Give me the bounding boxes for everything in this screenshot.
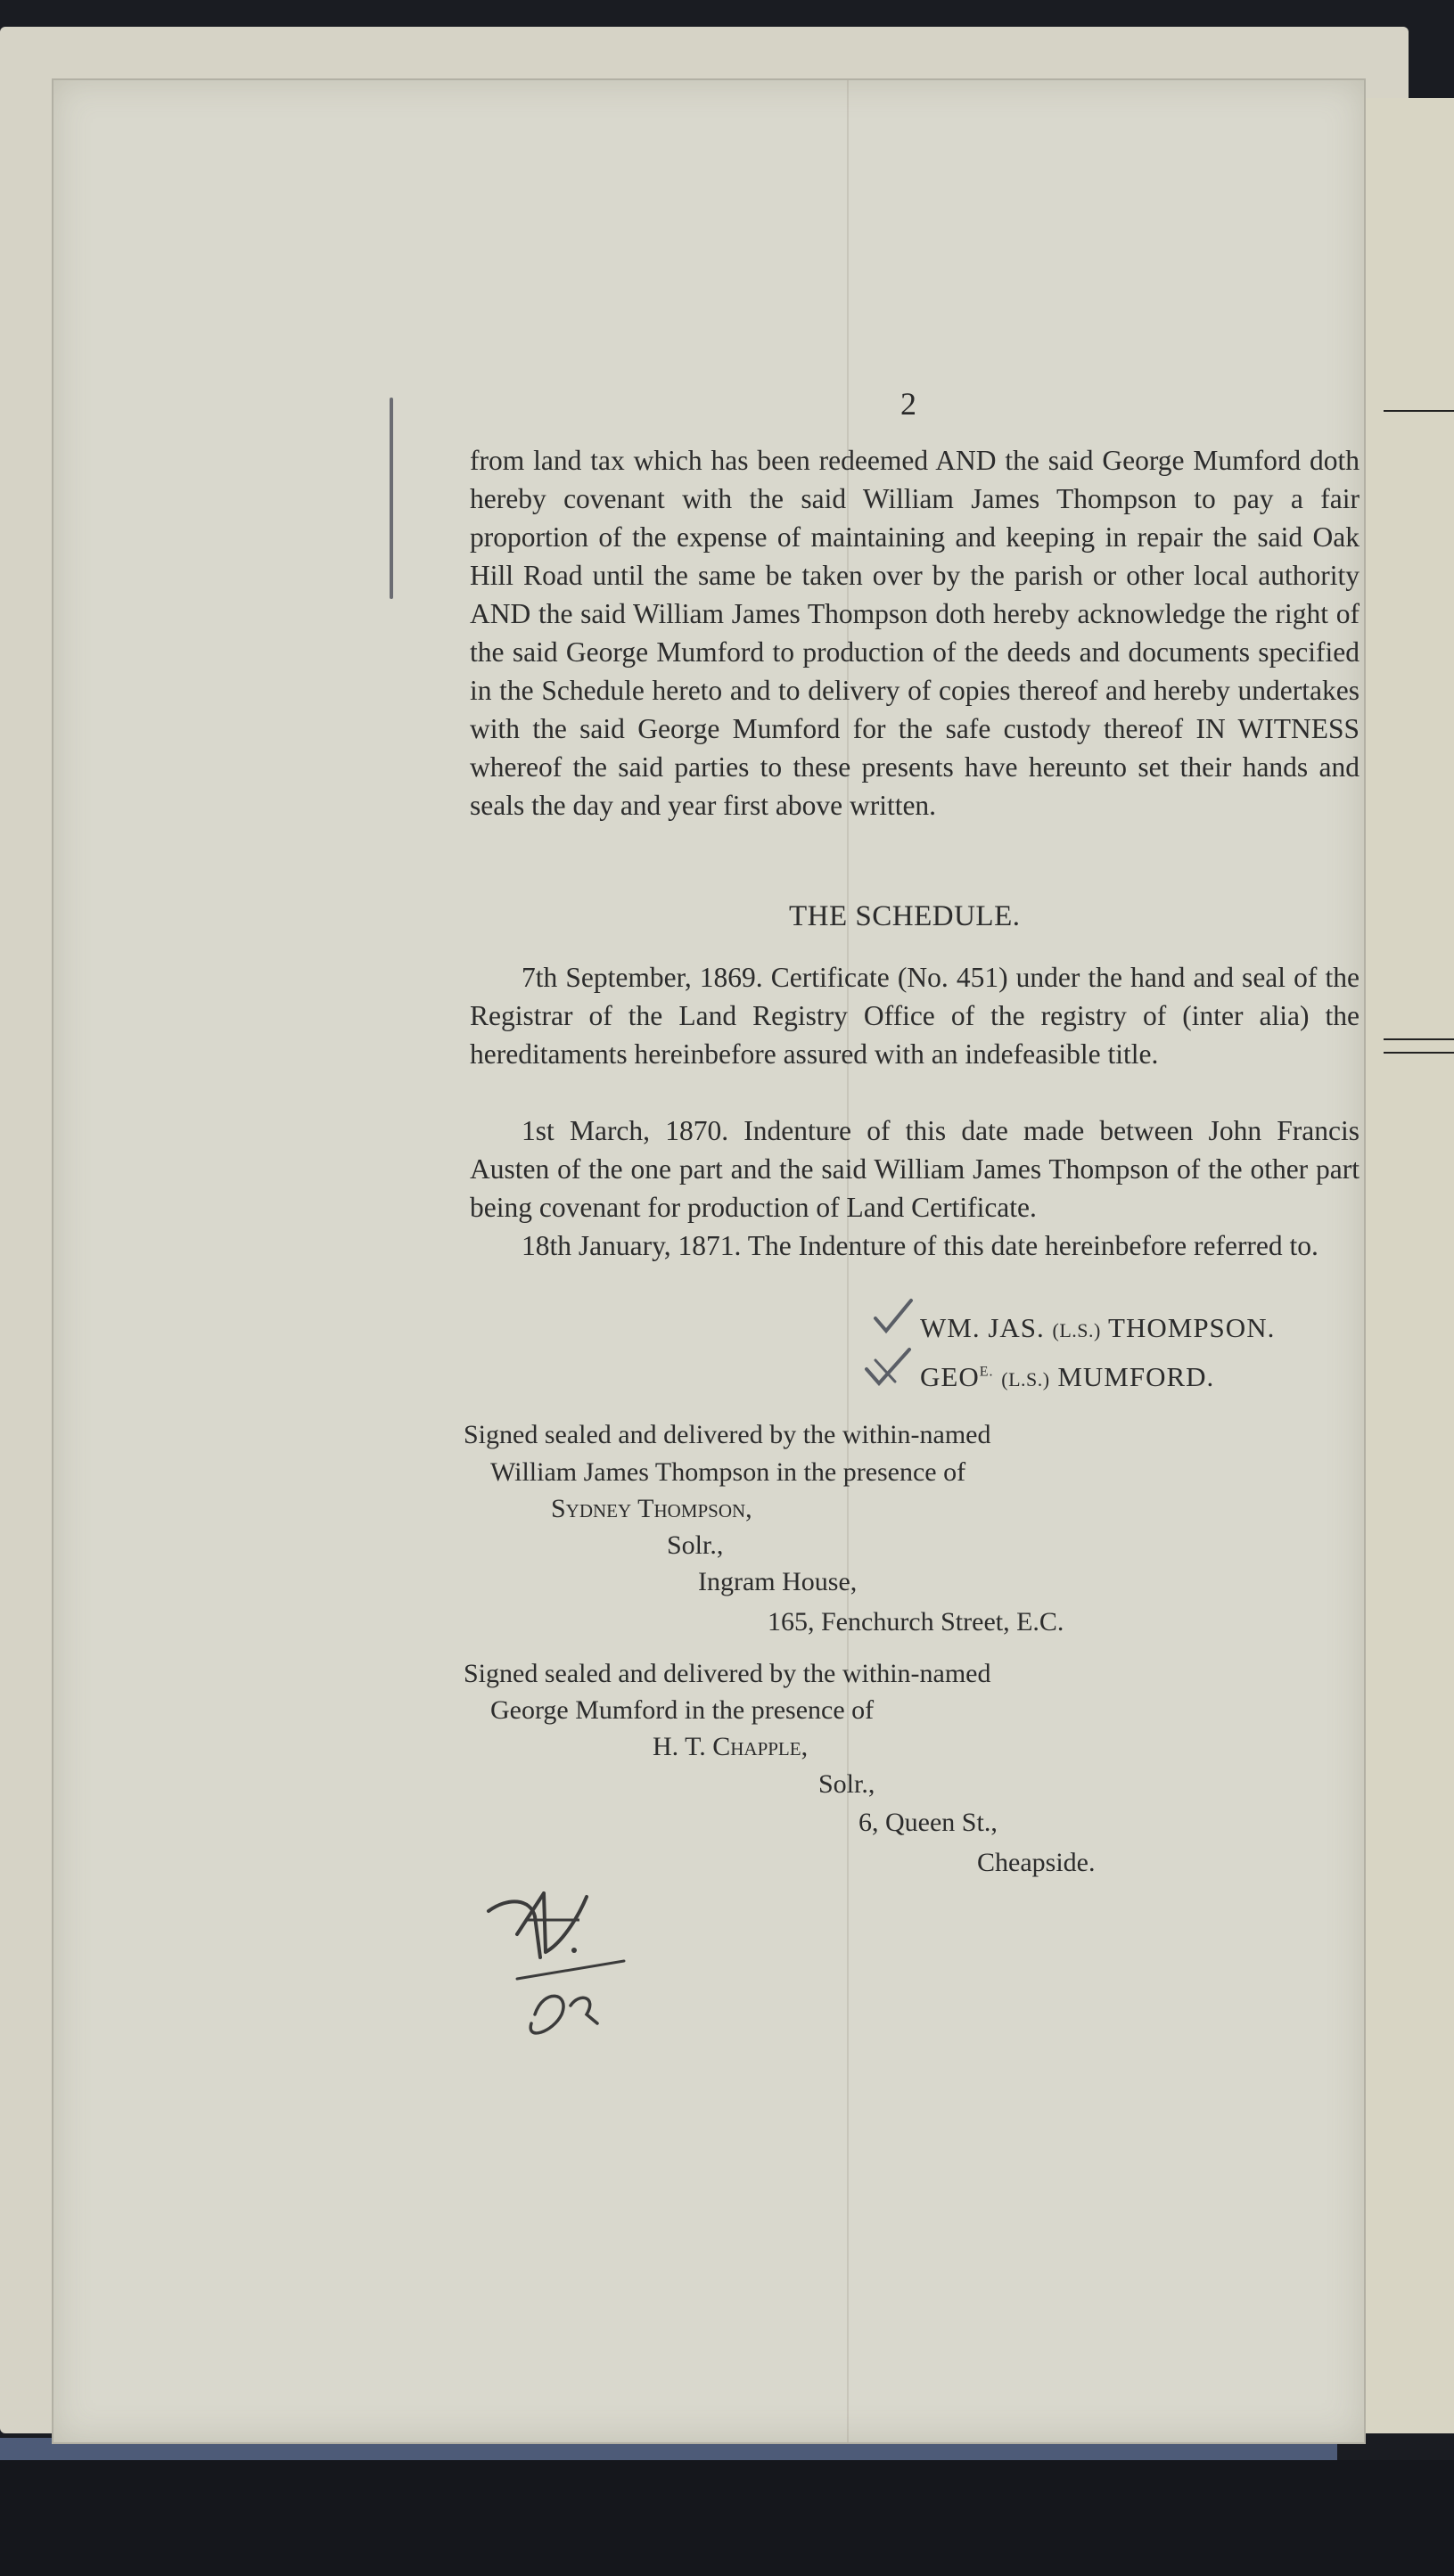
signatory-name: WM. JAS. [920, 1312, 1045, 1343]
adjacent-page-rule [1384, 1052, 1454, 1054]
page-number: 2 [900, 386, 916, 422]
witness-address: 165, Fenchurch Street, E.C. [768, 1607, 1064, 1637]
check-mark-icon [863, 1346, 915, 1389]
witness-title: Solr., [818, 1769, 875, 1799]
seal-mark: (L.S.) [1052, 1319, 1101, 1341]
signatory-surname: MUMFORD. [1057, 1361, 1215, 1392]
body-paragraph: from land tax which has been redeemed AND the said George Mumford doth hereby covenant with the said William James Thompson to pay a fair proportion of the expense of maintaining and keeping in repair the said Oak Hill Road until the same be taken over by the parish or other local authority AND the said William James Thompson doth hereby acknowledge the right of the said George Mumford to production of the deeds and documents specified in the Schedule hereto and to delivery of copies thereof and hereby undertakes with the said George Mumford for the safe custody thereof IN WITNESS whereof the said parties to these presents have hereunto set their hands and seals the day and year first above written. [470, 445, 1360, 821]
handwritten-initials [481, 1881, 642, 2059]
background-surface [0, 2460, 1454, 2576]
schedule-entry: 18th January, 1871. The Indenture of this date hereinbefore referred to. [522, 1230, 1318, 1261]
witness-address: 6, Queen St., [858, 1808, 998, 1837]
signature-thompson [920, 1312, 1275, 1344]
witness-clause: George Mumford in the presence of [490, 1695, 875, 1725]
check-mark-icon [872, 1297, 916, 1338]
signatory-name-superscript: E. [979, 1364, 994, 1380]
adjacent-page-rule [1384, 410, 1454, 412]
adjacent-page-edge [1364, 98, 1454, 2433]
schedule-title: THE SCHEDULE. [789, 900, 1021, 932]
seal-mark: (L.S.) [1001, 1368, 1050, 1391]
schedule-entry: 7th September, 1869. Certificate (No. 451) under the hand and seal of the Registrar of the Land Registry Office of the registry of (inter alia) the hereditaments hereinbefore assured with an indefeasible title. [470, 962, 1360, 1070]
signatory-surname: THOMPSON. [1108, 1312, 1276, 1343]
margin-mark [390, 398, 393, 599]
schedule-entry: 1st March, 1870. Indenture of this date made between John Francis Austen of the one part and the said William James Thompson of the other part being covenant for production of Land Certificate. [470, 1115, 1360, 1223]
witness-address: Cheapside. [977, 1848, 1096, 1877]
signatory-name: GEO [920, 1361, 980, 1392]
signature-mumford [920, 1361, 1214, 1393]
witness-address: Ingram House, [698, 1567, 858, 1596]
witness-clause: Signed sealed and delivered by the within-named [464, 1659, 991, 1688]
adjacent-page-rule [1384, 1038, 1454, 1040]
witness-clause: Signed sealed and delivered by the within-named [464, 1420, 991, 1449]
witness-clause: William James Thompson in the presence of [490, 1457, 966, 1487]
witness-name: H. T. Chapple, [653, 1732, 809, 1761]
witness-name: Sydney Thompson, [551, 1494, 752, 1523]
witness-title: Solr., [667, 1530, 724, 1560]
